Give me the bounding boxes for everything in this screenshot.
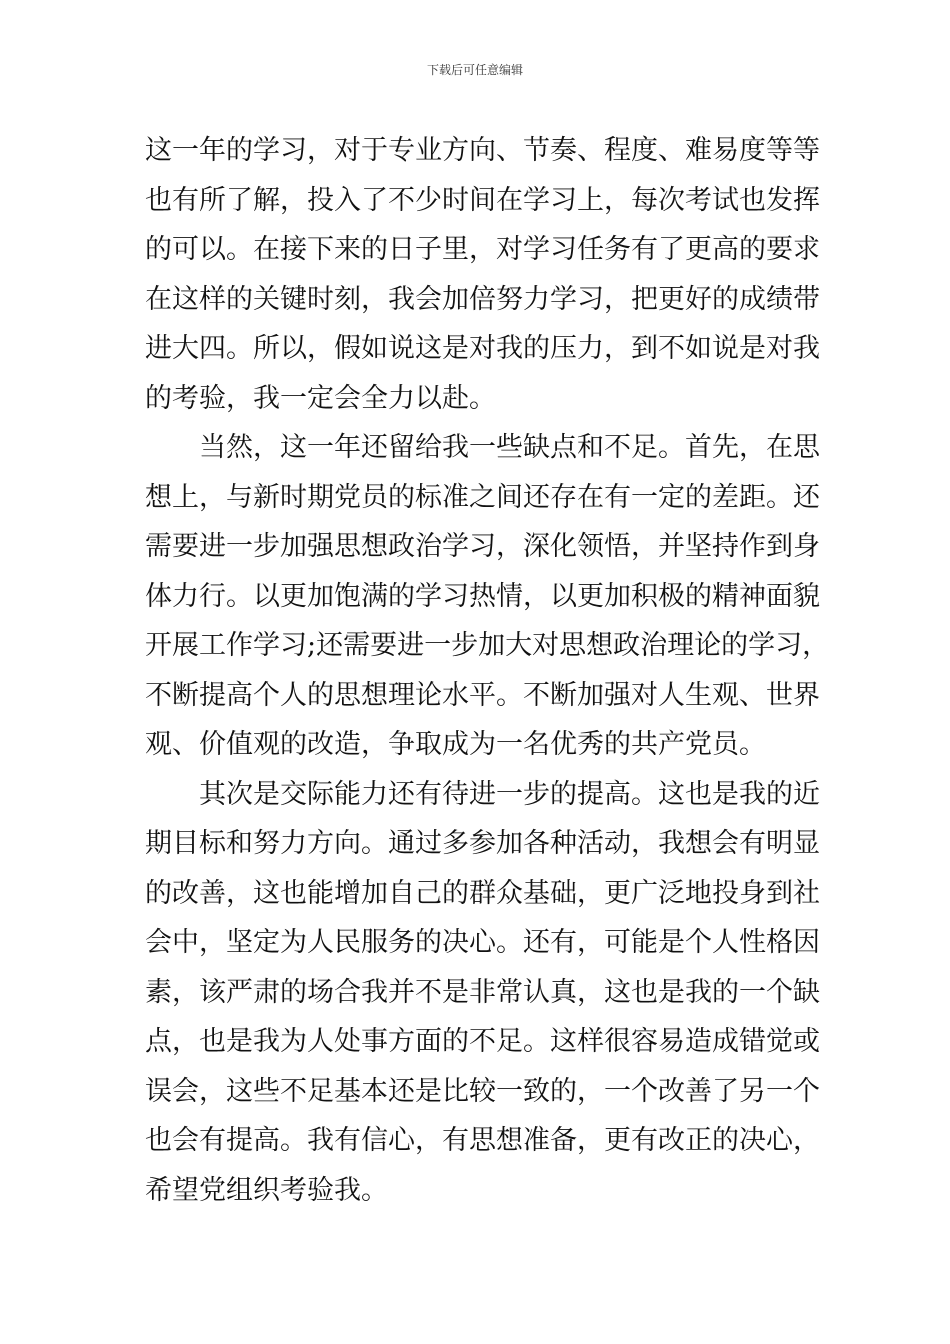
text-line: 的改善，这也能增加自己的群众基础，更广泛地投身到社 [145, 877, 820, 909]
text-line: 当然，这一年还留给我一些缺点和不足。首先，在思 [199, 432, 820, 463]
text-line: 的可以。在接下来的日子里，对学习任务有了更高的要求 [145, 234, 820, 265]
text-line: 进大四。所以，假如说这是对我的压力，到不如说是对我 [145, 333, 820, 364]
text-line: 期目标和努力方向。通过多参加各种活动，我想会有明显 [145, 828, 820, 859]
text-line: 体力行。以更加饱满的学习热情，以更加积极的精神面貌 [145, 580, 820, 612]
paragraph-2 [145, 423, 830, 770]
text-line: 素，该严肃的场合我并不是非常认真，这也是我的一个缺 [145, 976, 820, 1008]
text-line: 这一年的学习，对于专业方向、节奏、程度、难易度等等 [145, 135, 820, 166]
text-line: 想上，与新时期党员的标准之间还存在有一定的差距。还 [145, 481, 820, 513]
text-line: 也会有提高。我有信心，有思想准备，更有改正的决心， [145, 1125, 820, 1156]
text-line: 误会，这些不足基本还是比较一致的，一个改善了另一个 [145, 1075, 820, 1107]
text-line: 的考验，我一定会全力以赴。 [145, 382, 496, 414]
text-line: 会中，坚定为人民服务的决心。还有，可能是个人性格因 [145, 927, 820, 958]
paragraph-1 [145, 126, 820, 423]
document-body [145, 126, 830, 1215]
text-line: 在这样的关键时刻，我会加倍努力学习，把更好的成绩带 [145, 283, 820, 315]
page-header: 下载后可任意编辑 [426, 63, 523, 77]
text-line: 也有所了解，投入了不少时间在学习上，每次考试也发挥 [145, 184, 820, 216]
text-line: 需要进一步加强思想政治学习，深化领悟，并坚持作到身 [145, 531, 820, 562]
text-line: 其次是交际能力还有待进一步的提高。这也是我的近 [199, 778, 820, 810]
text-line: 希望党组织考验我。 [145, 1174, 388, 1206]
text-line: 不断提高个人的思想理论水平。不断加强对人生观、世界 [145, 679, 820, 711]
text-line: 开展工作学习;还需要进一步加大对思想政治理论的学习， [145, 630, 830, 661]
text-line: 观、价值观的改造，争取成为一名优秀的共产党员。 [145, 729, 766, 760]
text-line: 点，也是我为人处事方面的不足。这样很容易造成错觉或 [145, 1026, 820, 1057]
paragraph-3 [145, 770, 820, 1216]
